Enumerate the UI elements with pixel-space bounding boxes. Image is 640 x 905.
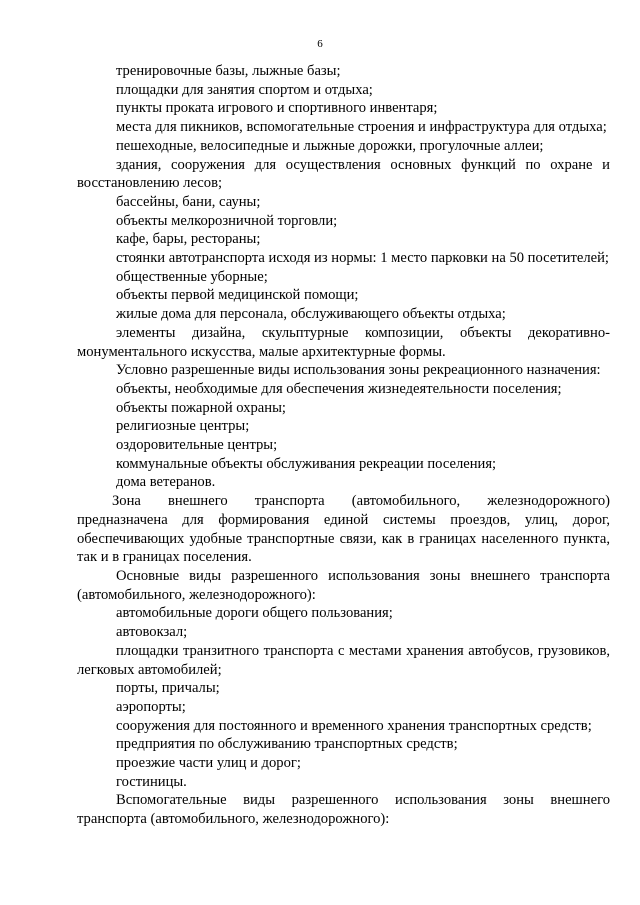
paragraph: элементы дизайна, скульптурные композиции, объекты декоративно-монументального искусства, малые архитектурные формы. (77, 324, 610, 360)
paragraph: кафе, бары, рестораны; (116, 231, 261, 248)
paragraph: автомобильные дороги общего пользования; (116, 605, 393, 622)
paragraph: коммунальные объекты обслуживания рекреации поселения; (116, 455, 497, 472)
paragraph: предприятия по обслуживанию транспортных средств; (116, 736, 458, 753)
paragraph: площадки для занятия спортом и отдыха; (116, 81, 373, 98)
paragraph: Условно разрешенные виды использования зоны рекреационного назначения: (116, 362, 601, 379)
paragraph: объекты первой медицинской помощи; (116, 287, 359, 304)
paragraph: пункты проката игрового и спортивного инвентаря; (116, 100, 438, 117)
paragraph: площадки транзитного транспорта с местами хранения автобусов, грузовиков, легковых автомобилей; (77, 642, 610, 678)
paragraph: Основные виды разрешенного использования зоны внешнего транспорта (автомобильного, железнодорожного): (77, 567, 610, 603)
document-body (77, 62, 610, 829)
paragraph: объекты пожарной охраны; (116, 399, 286, 416)
paragraph: Вспомогательные виды разрешенного использования зоны внешнего транспорта (автомобильного, железнодорожного): (77, 792, 610, 828)
paragraph: проезжие части улиц и дорог; (116, 755, 301, 772)
paragraph: гостиницы. (116, 773, 187, 790)
paragraph: религиозные центры; (116, 418, 250, 435)
paragraph: объекты мелкорозничной торговли; (116, 212, 338, 229)
paragraph: автовокзал; (116, 624, 188, 641)
paragraph: сооружения для постоянного и временного хранения транспортных средств; (116, 717, 592, 734)
paragraph: тренировочные базы, лыжные базы; (116, 63, 341, 79)
paragraph: общественные уборные; (116, 268, 268, 285)
paragraph: аэропорты; (116, 698, 186, 715)
paragraph: Зона внешнего транспорта (автомобильного, железнодорожного) предназначена для формирования единой системы проездов, улиц, дорог, обеспечивающих удобные транспортные связи, как в границах населенного пункта, так и в границах поселения. (77, 493, 610, 566)
paragraph: здания, сооружения для осуществления основных функций по охране и восстановлению лесов; (77, 156, 610, 192)
paragraph: порты, причалы; (116, 680, 220, 697)
page-number: 6 (317, 38, 323, 50)
paragraph: стоянки автотранспорта исходя из нормы: 1 место парковки на 50 посетителей; (116, 250, 609, 267)
paragraph: объекты, необходимые для обеспечения жизнедеятельности поселения; (116, 380, 562, 397)
paragraph: места для пикников, вспомогательные строения и инфраструктура для отдыха; (116, 119, 607, 136)
paragraph: дома ветеранов. (116, 474, 216, 491)
paragraph: бассейны, бани, сауны; (116, 193, 261, 210)
paragraph: пешеходные, велосипедные и лыжные дорожки, прогулочные аллеи; (116, 137, 544, 154)
paragraph: жилые дома для персонала, обслуживающего объекты отдыха; (116, 306, 506, 323)
paragraph: оздоровительные центры; (116, 437, 278, 454)
